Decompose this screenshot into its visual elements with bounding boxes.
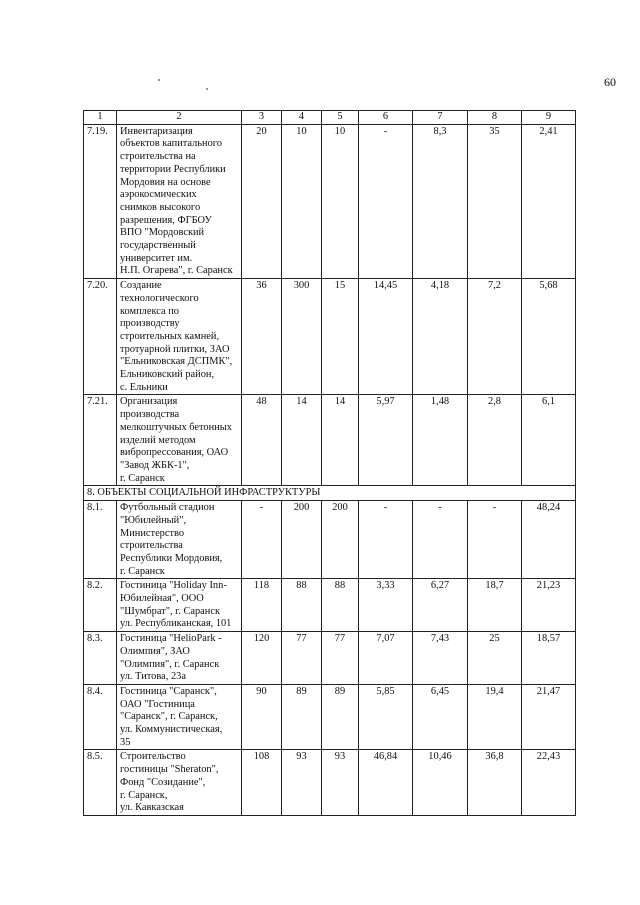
cell-col-6: - (359, 124, 413, 278)
object-name-line: ул. Коммунистическая, (120, 724, 223, 736)
object-name-line: 35 (120, 736, 131, 748)
cell-col-4: 88 (282, 579, 322, 632)
object-name (117, 279, 242, 395)
object-name-line: Строительство (120, 751, 186, 763)
object-name-line: технологического (120, 292, 199, 304)
object-name-line: Фонд "Созидание", (120, 776, 206, 788)
object-name-line: мелкоштучных бетонных (120, 421, 232, 433)
cell-col-7: 8,3 (413, 124, 468, 278)
table-row (84, 395, 576, 486)
object-name-line: государственный (120, 240, 196, 252)
row-number: 8.1. (84, 501, 117, 579)
table-row (84, 279, 576, 395)
object-name-line: Футбольный стадион (120, 502, 215, 514)
cell-col-4: 200 (282, 501, 322, 579)
cell-col-7: 1,48 (413, 395, 468, 486)
row-number: 7.21. (84, 395, 117, 486)
cell-col-7: - (413, 501, 468, 579)
object-name-line: Республики Мордовия, (120, 552, 223, 564)
object-name-line: г. Саранск (120, 472, 165, 484)
object-name-line: производства (120, 409, 180, 421)
cell-col-3: 20 (242, 124, 282, 278)
section-row (84, 486, 576, 501)
cell-col-9: 5,68 (522, 279, 576, 395)
column-header-8: 8 (468, 111, 522, 125)
page-number: 60 (604, 75, 616, 89)
object-name-line: вибропрессования, ОАО (120, 447, 229, 459)
cell-col-8: 2,8 (468, 395, 522, 486)
row-number: 8.3. (84, 632, 117, 685)
cell-col-4: 300 (282, 279, 322, 395)
cell-col-8: 25 (468, 632, 522, 685)
object-name (117, 750, 242, 816)
object-name-line: строительства (120, 540, 183, 552)
object-name-line: "Олимпия", г. Саранск (120, 658, 220, 670)
table-row (84, 501, 576, 579)
cell-col-7: 6,27 (413, 579, 468, 632)
column-header-1: 1 (84, 111, 117, 125)
cell-col-5: 14 (322, 395, 359, 486)
object-name-line: снимков высокого (120, 201, 201, 213)
object-name-line: Мордовия на основе (120, 176, 211, 188)
cell-col-9: 22,43 (522, 750, 576, 816)
cell-col-5: 89 (322, 684, 359, 750)
cell-col-9: 2,41 (522, 124, 576, 278)
cell-col-5: 77 (322, 632, 359, 685)
object-name (117, 395, 242, 486)
object-name-line: г. Саранск (120, 565, 165, 577)
object-name-line: комплекса по (120, 305, 179, 317)
object-name-line: Олимпия", ЗАО (120, 645, 190, 657)
object-name-line: Юбилейная", ООО (120, 593, 204, 605)
row-number: 8.2. (84, 579, 117, 632)
object-name-line: Гостиница "Holiday Inn- (120, 580, 227, 592)
object-name-line: ул. Республиканская, 101 (120, 618, 232, 630)
cell-col-8: 19,4 (468, 684, 522, 750)
column-header-9: 9 (522, 111, 576, 125)
cell-col-6: 3,33 (359, 579, 413, 632)
cell-col-6: 7,07 (359, 632, 413, 685)
data-table (83, 110, 576, 816)
scan-speck (206, 88, 208, 90)
table-row (84, 632, 576, 685)
table-row (84, 579, 576, 632)
object-name-line: с. Ельники (120, 381, 168, 393)
cell-col-9: 21,47 (522, 684, 576, 750)
table-row (84, 750, 576, 816)
cell-col-7: 4,18 (413, 279, 468, 395)
cell-col-6: 5,85 (359, 684, 413, 750)
column-header-4: 4 (282, 111, 322, 125)
cell-col-3: - (242, 501, 282, 579)
object-name-line: объектов капитального (120, 138, 222, 150)
object-name-line: территории Республики (120, 163, 226, 175)
table-body (84, 111, 576, 816)
cell-col-9: 21,23 (522, 579, 576, 632)
object-name-line: ВПО "Мордовский (120, 227, 205, 239)
cell-col-9: 18,57 (522, 632, 576, 685)
table-row (84, 124, 576, 278)
object-name-line: Создание (120, 280, 162, 292)
cell-col-5: 10 (322, 124, 359, 278)
cell-col-4: 77 (282, 632, 322, 685)
object-name-line: разрешения, ФГБОУ (120, 214, 212, 226)
cell-col-8: 7,2 (468, 279, 522, 395)
object-name (117, 684, 242, 750)
object-name-line: г. Саранск, (120, 789, 168, 801)
cell-col-6: 14,45 (359, 279, 413, 395)
object-name-line: аэрокосмических (120, 189, 197, 201)
object-name-line: ул. Титова, 23а (120, 671, 186, 683)
object-name (117, 579, 242, 632)
cell-col-8: 35 (468, 124, 522, 278)
column-header-5: 5 (322, 111, 359, 125)
cell-col-4: 10 (282, 124, 322, 278)
object-name-line: Ельниковский район, (120, 369, 215, 381)
cell-col-5: 200 (322, 501, 359, 579)
table-header-row (84, 111, 576, 125)
cell-col-6: 46,84 (359, 750, 413, 816)
cell-col-5: 93 (322, 750, 359, 816)
object-name-line: "Завод ЖБК-1", (120, 459, 190, 471)
object-name-line: производству (120, 318, 180, 330)
section-title: 8. ОБЪЕКТЫ СОЦИАЛЬНОЙ ИНФРАСТРУКТУРЫ (84, 486, 576, 501)
cell-col-3: 36 (242, 279, 282, 395)
cell-col-7: 7,43 (413, 632, 468, 685)
cell-col-3: 48 (242, 395, 282, 486)
table-row (84, 684, 576, 750)
column-header-7: 7 (413, 111, 468, 125)
row-number: 7.19. (84, 124, 117, 278)
cell-col-3: 118 (242, 579, 282, 632)
object-name-line: "Ельниковская ДСПМК", (120, 356, 233, 368)
cell-col-5: 15 (322, 279, 359, 395)
cell-col-8: - (468, 501, 522, 579)
object-name-line: Н.П. Огарева", г. Саранск (120, 265, 233, 277)
object-name-line: Инвентаризация (120, 125, 193, 137)
cell-col-3: 120 (242, 632, 282, 685)
cell-col-3: 90 (242, 684, 282, 750)
cell-col-8: 36,8 (468, 750, 522, 816)
column-header-2: 2 (117, 111, 242, 125)
object-name-line: изделий методом (120, 434, 196, 446)
object-name-line: Гостиница "Саранск", (120, 685, 217, 697)
object-name-line: "Шумбрат", г. Саранск (120, 605, 221, 617)
object-name-line: Гостиница "HelioPark - (120, 633, 222, 645)
cell-col-9: 48,24 (522, 501, 576, 579)
cell-col-5: 88 (322, 579, 359, 632)
row-number: 7.20. (84, 279, 117, 395)
cell-col-7: 10,46 (413, 750, 468, 816)
object-name-line: университет им. (120, 252, 193, 264)
cell-col-3: 108 (242, 750, 282, 816)
cell-col-6: 5,97 (359, 395, 413, 486)
cell-col-7: 6,45 (413, 684, 468, 750)
object-name-line: Организация (120, 396, 178, 408)
object-name (117, 501, 242, 579)
object-name-line: ул. Кавказская (120, 802, 184, 814)
object-name-line: тротуарной плитки, ЗАО (120, 343, 230, 355)
object-name-line: строительных камней, (120, 330, 220, 342)
column-header-3: 3 (242, 111, 282, 125)
object-name (117, 124, 242, 278)
cell-col-9: 6,1 (522, 395, 576, 486)
cell-col-4: 93 (282, 750, 322, 816)
object-name (117, 632, 242, 685)
object-name-line: Министерство (120, 527, 185, 539)
scan-speck (158, 79, 160, 81)
cell-col-4: 89 (282, 684, 322, 750)
object-name-line: гостиницы "Sheraton", (120, 764, 219, 776)
cell-col-8: 18,7 (468, 579, 522, 632)
object-name-line: "Юбилейный", (120, 514, 187, 526)
row-number: 8.5. (84, 750, 117, 816)
column-header-6: 6 (359, 111, 413, 125)
cell-col-6: - (359, 501, 413, 579)
object-name-line: строительства на (120, 151, 196, 163)
row-number: 8.4. (84, 684, 117, 750)
object-name-line: ОАО "Гостиница (120, 698, 195, 710)
cell-col-4: 14 (282, 395, 322, 486)
object-name-line: "Саранск", г. Саранск, (120, 711, 218, 723)
